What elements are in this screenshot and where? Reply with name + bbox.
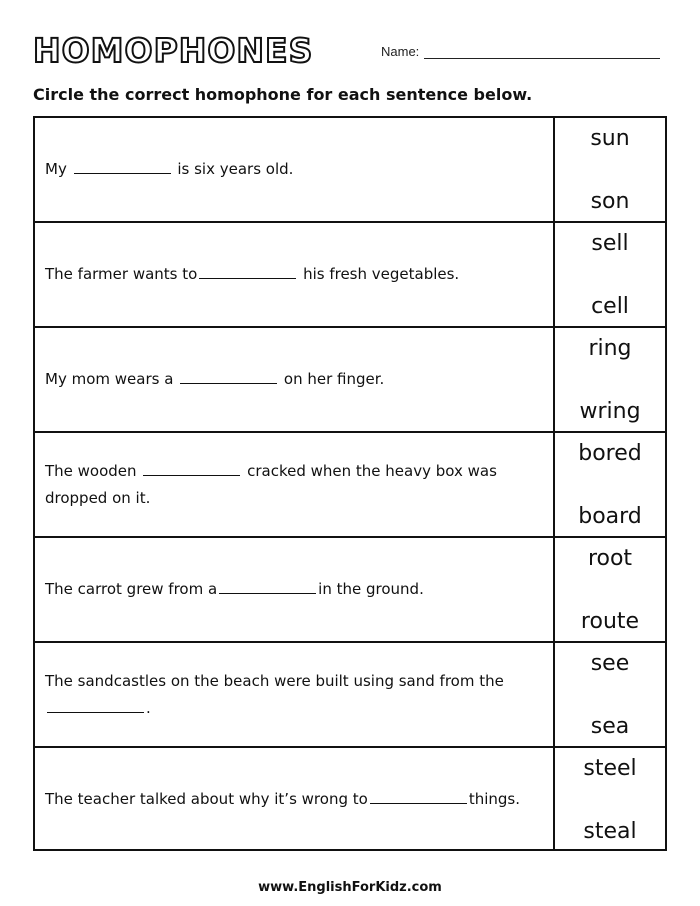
answer-blank <box>219 579 316 594</box>
answer-blank <box>143 461 240 476</box>
choices-cell <box>555 433 665 536</box>
sentence-before: The farmer wants to <box>45 265 198 283</box>
choice-option: sun <box>590 126 630 151</box>
footer-url: www.EnglishForKidz.com <box>258 880 442 895</box>
sentence-before: The wooden <box>45 461 142 480</box>
sentence-after: in the ground. <box>318 580 424 598</box>
name-label: Name: <box>381 44 420 59</box>
name-field <box>381 44 660 59</box>
table-row <box>35 118 665 221</box>
sentence-before: My mom wears a <box>45 370 179 388</box>
table-row <box>35 641 665 746</box>
sentence-cell <box>35 643 555 746</box>
choice-option: ring <box>588 336 632 361</box>
sentence <box>45 786 520 813</box>
answer-blank <box>47 698 144 713</box>
sentence-cell <box>35 433 555 536</box>
answer-blank <box>370 789 467 804</box>
sentence-before: My <box>45 160 72 178</box>
table-row <box>35 536 665 641</box>
choice-option: cell <box>591 294 629 319</box>
choices-cell <box>555 223 665 326</box>
sentence-cell <box>35 223 555 326</box>
sentence <box>45 458 543 512</box>
table-row <box>35 431 665 536</box>
sentence-after: his fresh vegetables. <box>298 265 460 283</box>
sentence <box>45 156 293 183</box>
table-row <box>35 221 665 326</box>
sentence <box>45 261 459 288</box>
choices-cell <box>555 328 665 431</box>
choice-option: root <box>587 546 633 571</box>
choices-cell <box>555 538 665 641</box>
choices-cell <box>555 118 665 221</box>
sentence-after: cracked when the heavy box was dropped on it. <box>45 461 497 507</box>
sentence-after: on her finger. <box>279 370 385 388</box>
table-row <box>35 326 665 431</box>
sentence <box>45 668 543 722</box>
choice-option: steal <box>583 819 637 844</box>
sentence-before: The teacher talked about why it’s wrong to <box>45 790 368 808</box>
choice-option: steel <box>583 756 637 781</box>
sentence-after: . <box>146 698 151 717</box>
answer-blank <box>180 369 277 384</box>
sentence-cell <box>35 538 555 641</box>
sentence-cell <box>35 748 555 851</box>
choice-option: board <box>578 504 642 529</box>
answer-blank <box>74 159 171 174</box>
choices-cell <box>555 748 665 851</box>
sentence-cell <box>35 328 555 431</box>
instructions: Circle the correct homophone for each sentence below. <box>33 85 533 104</box>
choices-cell <box>555 643 665 746</box>
worksheet-title: HOMOPHONES <box>33 31 314 70</box>
sentence-cell <box>35 118 555 221</box>
choice-option: bored <box>578 441 642 466</box>
choice-option: wring <box>579 399 641 424</box>
sentence-before: The sandcastles on the beach were built using sand from the <box>45 671 504 690</box>
choice-option: sell <box>591 231 629 256</box>
sentence-after: is six years old. <box>172 160 294 178</box>
sentence-before: The carrot grew from a <box>45 580 218 598</box>
homophone-table <box>33 116 667 851</box>
sentence <box>45 366 384 393</box>
choice-option: son <box>590 189 630 214</box>
name-line <box>424 44 660 59</box>
table-row <box>35 746 665 851</box>
sentence <box>45 576 424 603</box>
choice-option: route <box>580 609 640 634</box>
sentence-after: things. <box>468 790 520 808</box>
choice-option: see <box>590 651 630 676</box>
choice-option: sea <box>590 714 630 739</box>
answer-blank <box>199 264 296 279</box>
